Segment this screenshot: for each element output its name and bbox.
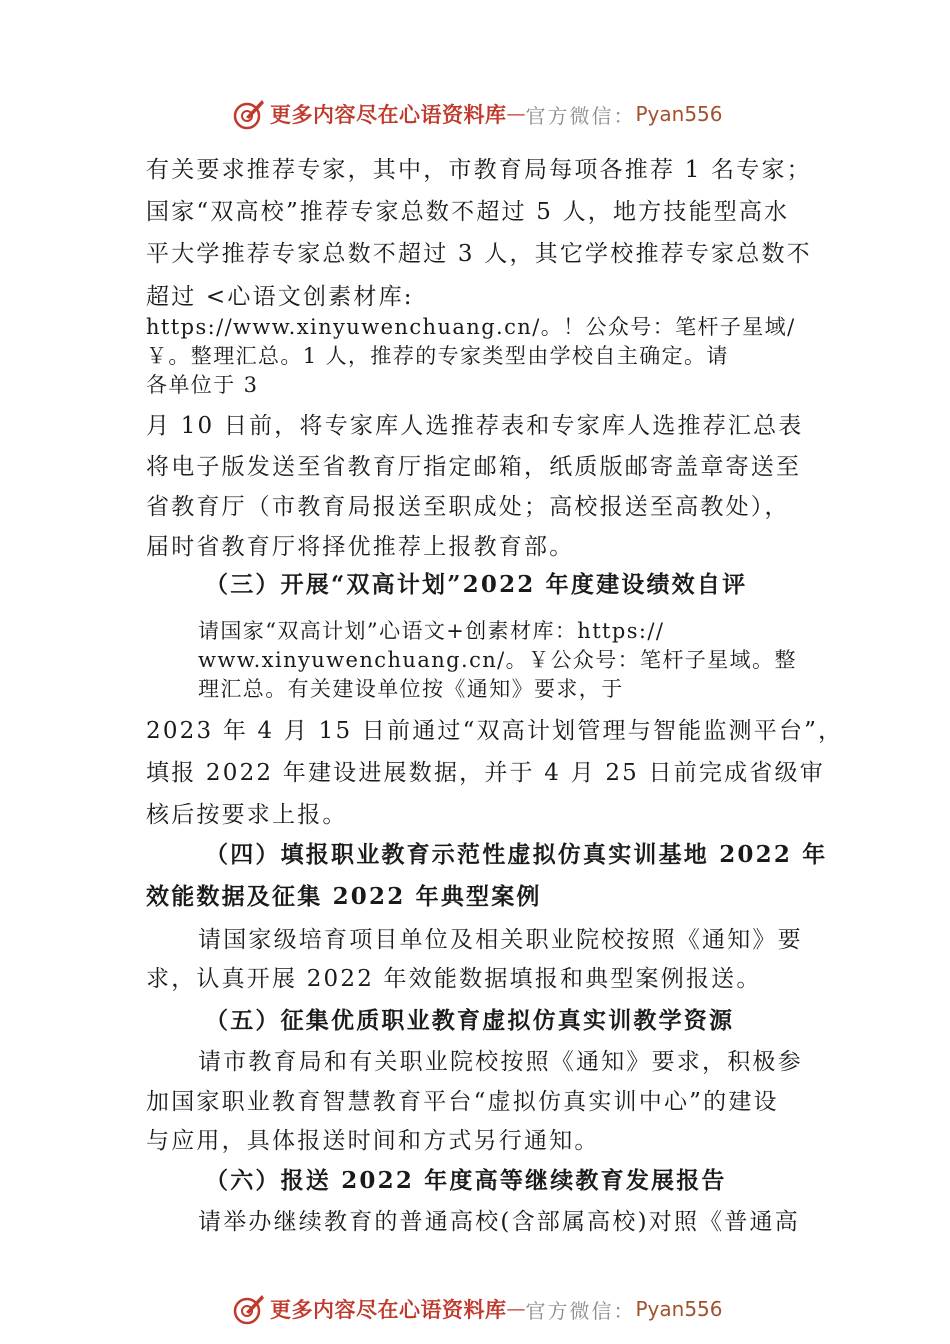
header-watermark-banner	[232, 97, 723, 131]
banner-wechat-label: 官方微信：	[525, 1298, 636, 1323]
body-line: ￥。整理汇总。1 人，推荐的专家类型由学校自主确定。请	[146, 344, 729, 368]
body-line: 请举办继续教育的普通高校(含部属高校)对照《普通高	[198, 1209, 800, 1235]
body-line: 加国家职业教育智慧教育平台“虚拟仿真实训中心”的建设	[146, 1089, 779, 1115]
banner-dash: —	[506, 103, 526, 125]
body-line: 填报 2022 年建设进展数据，并于 4 月 25 日前完成省级审	[146, 760, 825, 786]
body-line: 将电子版发送至省教育厅指定邮箱，纸质版邮寄盖章寄送至	[146, 454, 802, 480]
body-line: 请国家“双高计划”心语文+创素材库：https://	[198, 619, 665, 643]
body-line: www.xinyuwenchuang.cn/。￥公众号：笔杆子星域。整	[198, 648, 797, 672]
banner-brand-text: 更多内容尽在心语资料库	[270, 102, 507, 127]
banner-wechat-id: Pyan556	[635, 1297, 723, 1321]
body-line: https://www.xinyuwenchuang.cn/。！公众号：笔杆子星域/	[146, 315, 796, 339]
banner-brand-text: 更多内容尽在心语资料库	[270, 1297, 507, 1322]
body-line: 请市教育局和有关职业院校按照《通知》要求，积极参	[198, 1049, 803, 1075]
body-line: 平大学推荐专家总数不超过 3 人，其它学校推荐专家总数不	[146, 241, 812, 267]
footer-watermark-banner	[232, 1292, 723, 1326]
section-heading-4: （四）填报职业教育示范性虚拟仿真实训基地 2022 年	[205, 841, 828, 868]
body-line: 超过 <心语文创素材库:	[146, 284, 414, 310]
section-heading-4-cont: 效能数据及征集 2022 年典型案例	[146, 883, 542, 910]
banner-wechat-label: 官方微信：	[525, 103, 636, 128]
body-line: 国家“双高校”推荐专家总数不超过 5 人，地方技能型高水	[146, 199, 790, 225]
body-line: 各单位于 3	[146, 373, 259, 397]
body-line: 2023 年 4 月 15 日前通过“双高计划管理与智能监测平台”，	[146, 718, 844, 744]
body-line: 月 10 日前，将专家库人选推荐表和专家库人选推荐汇总表	[146, 413, 804, 439]
body-line: 与应用，具体报送时间和方式另行通知。	[146, 1128, 600, 1154]
body-line: 理汇总。有关建设单位按《通知》要求，于	[198, 677, 624, 701]
section-heading-5: （五）征集优质职业教育虚拟仿真实训教学资源	[205, 1007, 735, 1034]
pen-logo-icon	[232, 97, 266, 131]
pen-logo-icon	[232, 1292, 266, 1326]
body-line: 核后按要求上报。	[146, 802, 348, 828]
banner-dash: —	[506, 1298, 526, 1320]
section-heading-6: （六）报送 2022 年度高等继续教育发展报告	[205, 1167, 727, 1194]
body-line: 有关要求推荐专家，其中，市教育局每项各推荐 1 名专家；	[146, 157, 812, 183]
body-line: 请国家级培育项目单位及相关职业院校按照《通知》要	[198, 927, 803, 953]
body-line: 省教育厅（市教育局报送至职成处；高校报送至高教处），	[146, 494, 790, 520]
section-heading-3: （三）开展“双高计划”2022 年度建设绩效自评	[205, 571, 748, 598]
body-line: 届时省教育厅将择优推荐上报教育部。	[146, 534, 575, 560]
body-line: 求，认真开展 2022 年效能数据填报和典型案例报送。	[146, 966, 762, 992]
banner-wechat-id: Pyan556	[635, 102, 723, 126]
